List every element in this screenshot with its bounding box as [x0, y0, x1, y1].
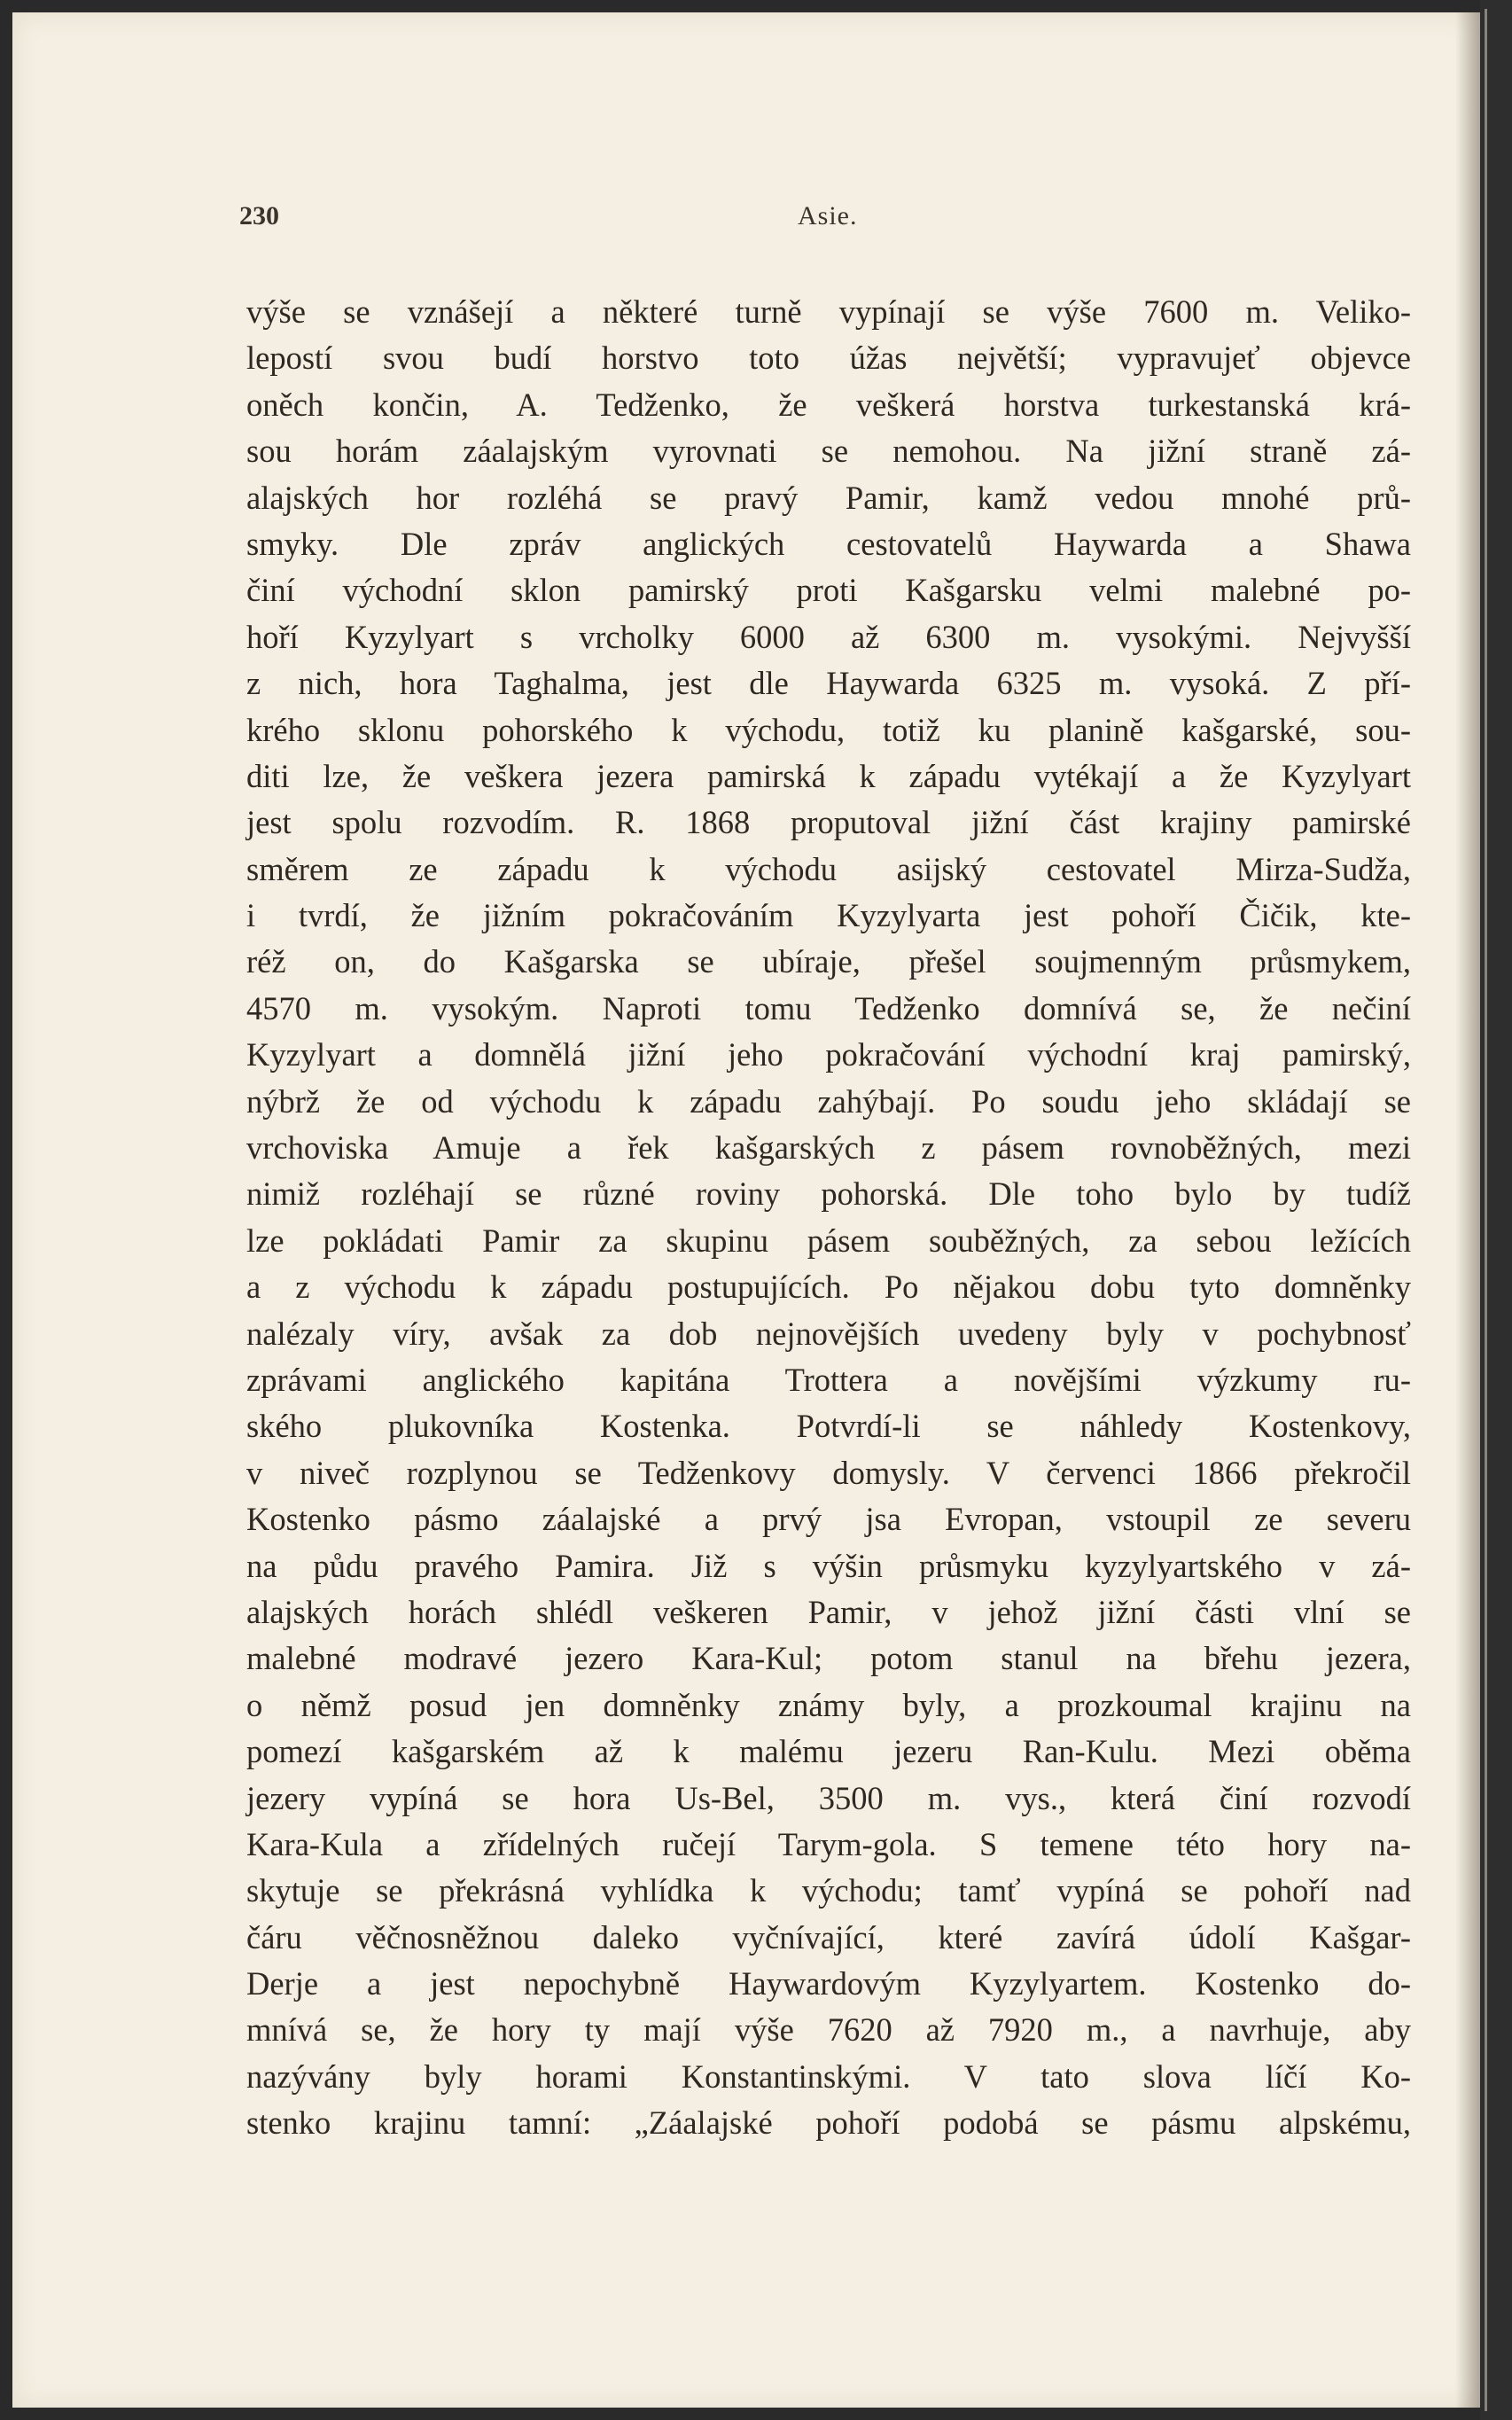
text-line: ského plukovníka Kostenka. Potvrdí-li se náhledy Kostenkovy,	[246, 1408, 1411, 1445]
text-line: nimiž rozléhají se různé roviny pohorská. Dle toho bylo by tudíž	[246, 1175, 1411, 1213]
text-line: stenko krajinu tamní: „Záalajské pohoří podobá se pásmu alpskému,	[246, 2104, 1411, 2142]
text-line: lepostí svou budí horstvo toto úžas největší; vypravujeť objevce	[246, 340, 1411, 377]
text-line: čáru věčnosněžnou daleko vyčnívající, které zavírá údolí Kašgar-	[246, 1918, 1411, 1956]
spine-shadow	[1455, 12, 1480, 2408]
text-line: nazývány byly horami Konstantinskými. V tato slova líčí Ko-	[246, 2057, 1411, 2095]
text-line: výše se vznášejí a některé turně vypínají se výše 7600 m. Veliko-	[246, 293, 1411, 330]
text-line: diti lze, že veškera jezera pamirská k západu vytékají a že Kyzylyart	[246, 757, 1411, 794]
page-header	[12, 201, 1480, 237]
text-line: réž on, do Kašgarska se ubíraje, přešel soujmenným průsmykem,	[246, 943, 1411, 980]
text-line: krého sklonu pohorského k východu, totiž ku planině kašgarské, sou-	[246, 711, 1411, 748]
text-line: směrem ze západu k východu asijský cestovatel Mirza-Sudža,	[246, 850, 1411, 887]
text-line: jest spolu rozvodím. R. 1868 proputoval jižní část krajiny pamirské	[246, 804, 1411, 841]
text-line: malebné modravé jezero Kara-Kul; potom stanul na břehu jezera,	[246, 1640, 1411, 1677]
text-line: zprávami anglického kapitána Trottera a novějšími výzkumy ru-	[246, 1361, 1411, 1398]
text-line: nalézaly víry, avšak za dob nejnovějších uvedeny byly v pochybnosť	[246, 1315, 1411, 1352]
text-line: smyky. Dle zpráv anglických cestovatelů Haywarda a Shawa	[246, 525, 1411, 562]
running-title: Asie.	[798, 201, 858, 230]
text-line: Kara-Kula a zřídelných ručejí Tarym-gola. S temene této hory na-	[246, 1825, 1411, 1862]
text-line: vrchoviska Amuje a řek kašgarských z pásem rovnoběžných, mezi	[246, 1129, 1411, 1167]
page-number: 230	[239, 201, 279, 230]
page-edge-line	[1485, 9, 1487, 2411]
text-line: nýbrž že od východu k západu zahýbají. Po soudu jeho skládají se	[246, 1082, 1411, 1120]
text-line: skytuje se překrásná vyhlídka k východu; tamť vypíná se pohoří nad	[246, 1872, 1411, 1909]
text-line: Derje a jest nepochybně Haywardovým Kyzylyartem. Kostenko do-	[246, 1965, 1411, 2002]
text-line: alajských horách shlédl veškeren Pamir, v jehož jižní části vlní se	[246, 1593, 1411, 1630]
text-line: na půdu pravého Pamira. Již s výšin průsmyku kyzylyartského v zá-	[246, 1547, 1411, 1584]
text-line: sou horám záalajským vyrovnati se nemohou. Na jižní straně zá-	[246, 433, 1411, 470]
text-line: pomezí kašgarském až k malému jezeru Ran-Kulu. Mezi oběma	[246, 1733, 1411, 1770]
text-line: jezery vypíná se hora Us-Bel, 3500 m. vys., která činí rozvodí	[246, 1779, 1411, 1816]
text-line: alajských hor rozléhá se pravý Pamir, kamž vedou mnohé prů-	[246, 479, 1411, 516]
text-line: i tvrdí, že jižním pokračováním Kyzylyarta jest pohoří Čičik, kte-	[246, 897, 1411, 934]
text-line: 4570 m. vysokým. Naproti tomu Tedženko domnívá se, že nečiní	[246, 989, 1411, 1027]
text-line: Kyzylyart a domnělá jižní jeho pokračování východní kraj pamirský,	[246, 1036, 1411, 1073]
book-page	[12, 12, 1480, 2408]
text-line: mnívá se, že hory ty mají výše 7620 až 7920 m., a navrhuje, aby	[246, 2011, 1411, 2049]
text-line: v niveč rozplynou se Tedženkovy domysly. V červenci 1866 překročil	[246, 1454, 1411, 1491]
text-line: o němž posud jen domněnky známy byly, a prozkoumal krajinu na	[246, 1686, 1411, 1723]
text-line: hoří Kyzylyart s vrcholky 6000 až 6300 m. vysokými. Nejvyšší	[246, 618, 1411, 655]
text-line: lze pokládati Pamir za skupinu pásem souběžných, za sebou ležících	[246, 1222, 1411, 1259]
text-line: oněch končin, A. Tedženko, že veškerá horstva turkestanská krá-	[246, 386, 1411, 423]
text-line: a z východu k západu postupujících. Po nějakou dobu tyto domněnky	[246, 1269, 1411, 1306]
text-line: Kostenko pásmo záalajské a prvý jsa Evropan, vstoupil ze severu	[246, 1501, 1411, 1538]
text-line: z nich, hora Taghalma, jest dle Haywarda 6325 m. vysoká. Z pří-	[246, 665, 1411, 702]
text-line: činí východní sklon pamirský proti Kašgarsku velmi malebné po-	[246, 572, 1411, 609]
body-text	[246, 289, 1411, 2147]
